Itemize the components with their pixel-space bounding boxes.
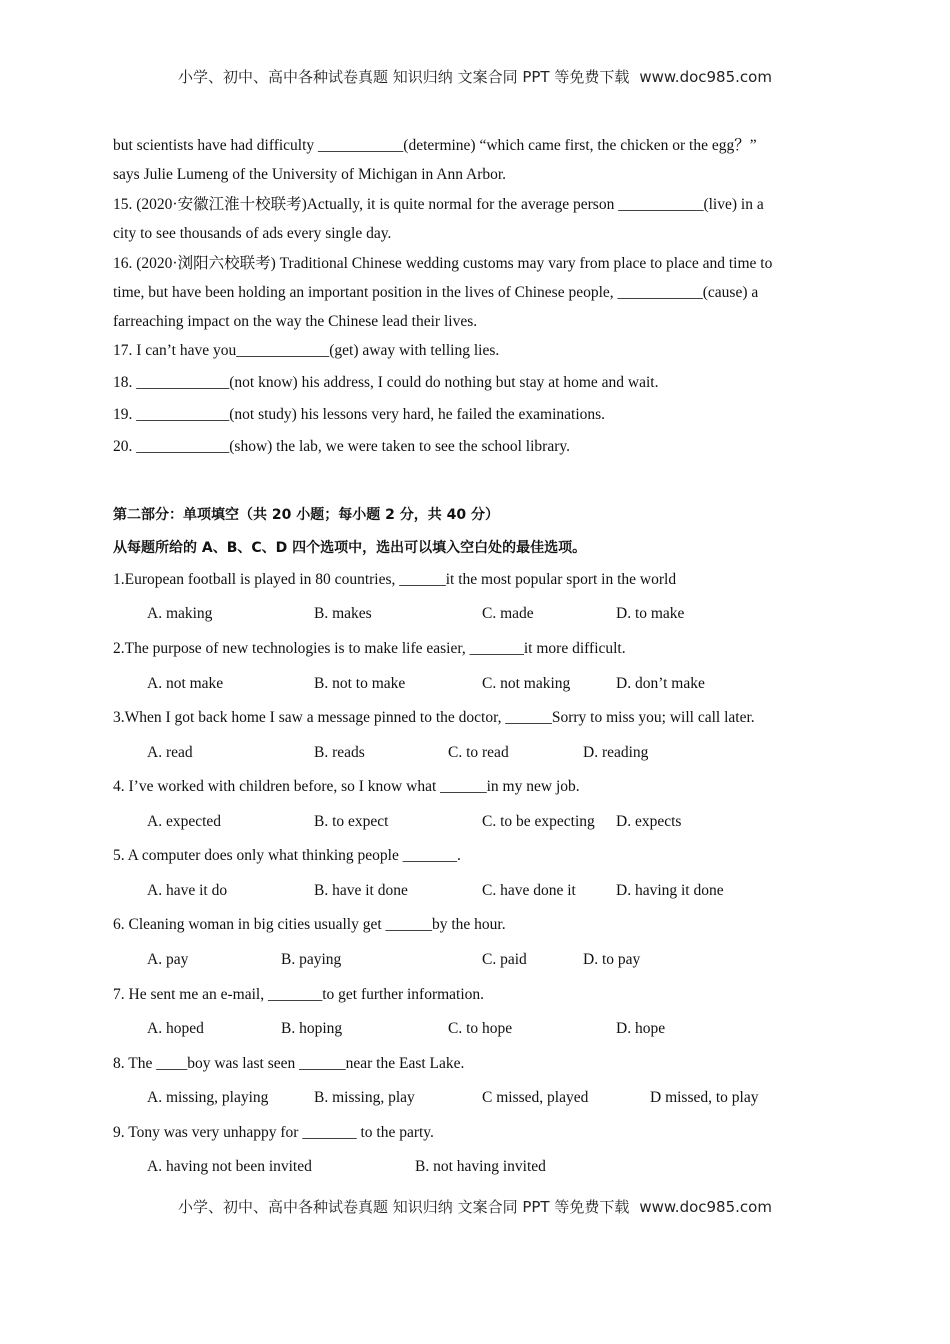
question-stem: 5. A computer does only what thinking people _______. [113,847,461,864]
question-stem: 2.The purpose of new technologies is to make life easier, _______it more difficult. [113,640,626,657]
option-c: C. have done it [482,882,576,899]
text-line: 20. ____________(show) the lab, we were taken to see the school library. [113,438,570,455]
text-line: city to see thousands of ads every single day. [113,225,392,242]
option-a: A. read [147,744,193,761]
header-site: www.doc985.com [639,68,772,86]
text-line: 19. ____________(not study) his lessons very hard, he failed the examinations. [113,406,606,423]
option-a: A. hoped [147,1020,204,1037]
question-stem: 9. Tony was very unhappy for _______ to the party. [113,1124,434,1141]
question-stem: 8. The ____boy was last seen ______near the East Lake. [113,1055,465,1072]
question-stem: 7. He sent me an e-mail, _______to get further information. [113,986,485,1003]
option-d: D. don’t make [616,675,705,692]
option-a: A. pay [147,951,189,968]
option-b: B. not to make [314,675,406,692]
text-line: farreaching impact on the way the Chinese lead their lives. [113,313,478,330]
option-b: B. not having invited [415,1158,546,1175]
text-line: but scientists have had difficulty ___________(determine) “which came first, the chicken or the egg？” [113,137,757,154]
option-c: C. to read [448,744,509,761]
option-a: A. expected [147,813,222,830]
option-c: C. not making [482,675,571,692]
text-line: time, but have been holding an important position in the lives of Chinese people, ___________(cause) a [113,284,759,301]
option-a: A. have it do [147,882,228,899]
option-b: B. hoping [281,1020,343,1037]
option-a: A. missing, playing [147,1089,269,1106]
option-a: A. having not been invited [147,1158,312,1175]
text-line: 16. (2020·浏阳六校联考) Traditional Chinese wedding customs may vary from place to place and time to [113,255,773,272]
option-b: B. have it done [314,882,408,899]
option-c: C. to be expecting [482,813,595,830]
option-b: B. missing, play [314,1089,415,1106]
option-d: D. to make [616,605,685,622]
footer-site: www.doc985.com [639,1198,772,1216]
option-c: C. to hope [448,1020,513,1037]
header-text: 小学、初中、高中各种试卷真题 知识归纳 文案合同 PPT 等免费下载 [178,68,630,86]
page-header [0,66,950,87]
page-footer [0,1196,950,1217]
option-d: D. expects [616,813,682,830]
text-line: says Julie Lumeng of the University of Michigan in Ann Arbor. [113,166,507,183]
text-line: 18. ____________(not know) his address, I could do nothing but stay at home and wait. [113,374,659,391]
option-c: C missed, played [482,1089,589,1106]
option-d: D missed, to play [650,1089,759,1106]
option-d: D. having it done [616,882,724,899]
text-line: 15. (2020·安徽江淮十校联考)Actually, it is quite normal for the average person ___________(live) in a [113,196,764,213]
option-b: B. reads [314,744,365,761]
footer-text: 小学、初中、高中各种试卷真题 知识归纳 文案合同 PPT 等免费下载 [178,1198,630,1216]
option-a: A. not make [147,675,224,692]
question-stem: 3.When I got back home I saw a message pinned to the doctor, ______Sorry to miss you; will call later. [113,709,755,726]
question-stem: 1.European football is played in 80 countries, ______it the most popular sport in the world [113,571,677,588]
option-c: C. made [482,605,534,622]
option-d: D. to pay [583,951,641,968]
option-b: B. to expect [314,813,389,830]
question-stem: 4. I’ve worked with children before, so I know what ______in my new job. [113,778,580,795]
option-d: D. hope [616,1020,666,1037]
option-a: A. making [147,605,213,622]
section-title: 第二部分：单项填空（共 20 小题；每小题 2 分，共 40 分） [113,507,499,523]
option-c: C. paid [482,951,527,968]
option-b: B. paying [281,951,342,968]
option-b: B. makes [314,605,372,622]
section-instruction: 从每题所给的 A、B、C、D 四个选项中，选出可以填入空白处的最佳选项。 [113,540,587,556]
text-line: 17. I can’t have you____________(get) away with telling lies. [113,342,500,359]
question-stem: 6. Cleaning woman in big cities usually get ______by the hour. [113,916,506,933]
option-d: D. reading [583,744,649,761]
